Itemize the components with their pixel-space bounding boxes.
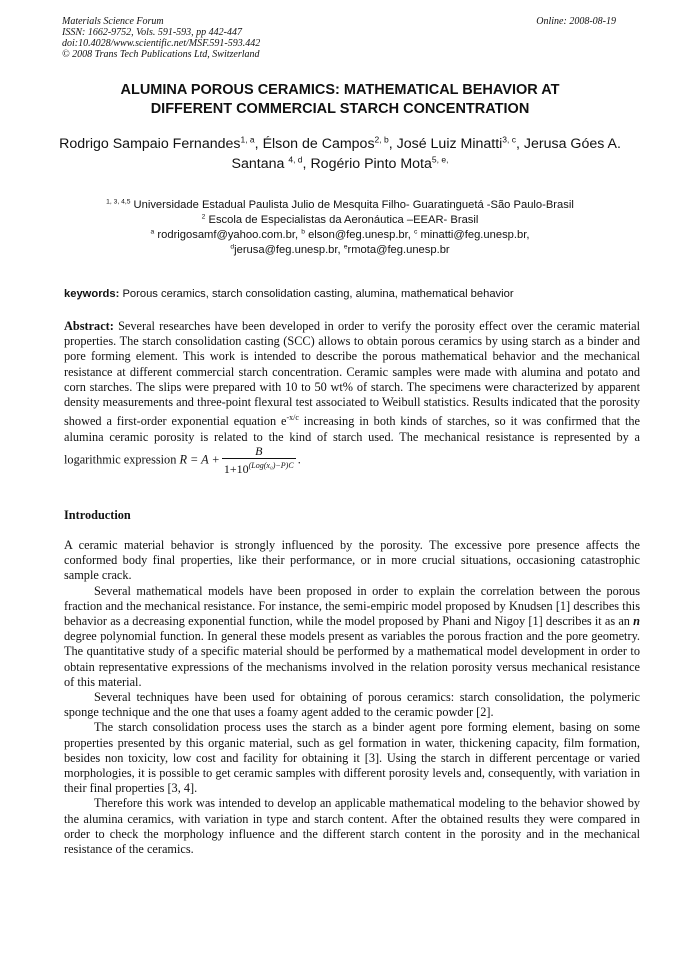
formula-denominator-exponent: (Log(x₀)−P)C [248,460,294,470]
paragraph: The starch consolidation process uses the starch as a binder agent pore forming element, basing on some properties presented by this organic material, such as gel formation in water, thickening capacity, film formation, besides non toxicity, low cost and facility for obtaining it [3]. Using the starch in different percentage or varied morphologies, it is possible to get ceramic samples with different porosity levels and, consequently, with variation in their final properties [3, 4]. [64,720,640,796]
exponent: -x/c [286,413,299,423]
doi-line: doi:10.4028/www.scientific.net/MSF.591-593.442 [62,38,261,49]
paragraph: Several techniques have been used for obtaining of porous ceramics: starch consolidation, the polymeric sponge technique and the one that uses a foamy agent added to the ceramic powder [2]. [64,690,640,720]
abstract-label: Abstract: [64,319,114,333]
affiliation-superscript: 1, 3, 4,5 [106,198,131,206]
keywords [64,287,620,301]
author-superscript: 2, b [374,134,389,145]
author-name: Rodrigo Sampaio Fernandes [59,136,241,152]
formula-denominator-base: 1+10 [223,461,249,476]
abstract [64,319,640,476]
introduction-body [64,538,640,857]
email-superscript: e [343,243,348,251]
emails-line-1 [62,228,618,243]
affiliation-text: Escola de Especialistas da Aeronáutica –EEAR- Brasil [205,214,479,226]
title-line-2: DIFFERENT COMMERCIAL STARCH CONCENTRATION [150,101,530,117]
abstract-text: Several researches have been developed in order to verify the porosity effect over the ceramic material properties. The starch consolidation casting (SCC) allows to obtain porous ceramics by using starch as a binder and pore forming element. This work is intended to describe the porous mathematical behavior and the mechanical resistance at different commercial starch concentration. Ceramic samples were made with alumina and potato and corn starches. The slips were prepared with 10 to 50 wt% of starch. The specimens were characterized by apparent density measurements and three-point flexural test associated to Weibull statistics. Results indicated that the porosity showed a first-order exponential equation e [64,319,640,429]
affiliations [62,198,618,258]
author-list [58,134,622,174]
author-separator: , [254,136,263,152]
email-link[interactable]: minatti@feg.unesp.br, [417,229,530,241]
keywords-text: Porous ceramics, starch consolidation casting, alumina, mathematical behavior [119,288,514,300]
affiliation-2 [62,213,618,228]
emails-line-2 [62,243,618,258]
emphasis-n: n [633,614,640,629]
abstract-text-2: increasing in both kinds of starches, so it was confirmed that the alumina ceramic porosity is related to the kind of starch used. The mechanical resistance is represented by a logarithmic expression [64,414,640,467]
keywords-label: keywords: [64,288,120,300]
affiliation-1 [62,198,618,213]
email-superscript: c [413,228,418,236]
section-heading-introduction: Introduction [64,508,131,522]
author-superscript: 4, d [288,154,303,165]
paragraph: Therefore this work was intended to develop an applicable mathematical modeling to the behavior showed by the alumina ceramics, with variation in type and starch content. After the obtained results they were compared in order to check the morphology influence and the different starch content in the porosity and in the mechanical resistance of the ceramics. [64,796,640,857]
formula-end: . [297,452,301,467]
formula-denominator [222,458,296,476]
paper-title [62,81,618,119]
author-separator: , [516,136,524,152]
affiliation-text: Universidade Estadual Paulista Julio de Mesquita Filho- Guaratinguetá -São Paulo-Brasil [130,199,574,211]
author-separator: , [388,136,397,152]
paragraph: A ceramic material behavior is strongly influenced by the porosity. The excessive pore presence affects the conformed body final properties, like their performance, or in more crucial situations, occasioning catastrophic sample crack. [64,538,640,583]
author-name: Jerusa Góes A. Santana [231,136,621,172]
email-link[interactable]: rmota@feg.unesp.br [347,244,450,256]
paragraph [64,584,640,690]
email-link[interactable]: rodrigosamf@yahoo.com.br, [154,229,302,241]
journal-header [62,16,618,60]
issn-line: ISSN: 1662-9752, Vols. 591-593, pp 442-447 [62,27,242,38]
email-superscript: b [301,228,305,236]
paragraph-text: degree polynomial function. In general these models present as variables the porous fraction and the pore geometry. The quantitative study of a specific material should be performed by a mathematical model development in order to obtain representative expressions of the mechanisms involved in the relation porosity versus mechanical resistance of this material. [64,629,640,689]
online-date: Online: 2008-08-19 [536,16,616,27]
author-superscript: 1, a [240,134,255,145]
email-link[interactable]: jerusa@feg.unesp.br, [234,244,344,256]
copyright-line: © 2008 Trans Tech Publications Ltd, Switzerland [62,49,260,60]
email-superscript: a [150,228,155,236]
affiliation-superscript: 2 [201,213,206,221]
author-separator: , [302,156,311,172]
formula-numerator: B [255,443,263,458]
journal-name: Materials Science Forum [62,16,164,27]
author-name: Élson de Campos [262,136,375,152]
formula-fraction [222,445,296,476]
author-name: José Luiz Minatti [396,136,503,152]
author-name: Rogério Pinto Mota [310,156,432,172]
email-link[interactable]: elson@feg.unesp.br, [304,229,414,241]
author-superscript: 5, e, [431,154,449,165]
paragraph-text: Several mathematical models have been proposed in order to explain the correlation between the porous fraction and the mechanical resistance. For instance, the semi-empiric model proposed by Knudsen [1] describes this behavior as a decreasing exponential function, while the model proposed by Phani and Nigoy [1] describes it as an [64,583,640,629]
formula-lhs: R = A + [179,452,220,467]
author-superscript: 3, c [502,134,516,145]
title-line-1: ALUMINA POROUS CERAMICS: MATHEMATICAL BEHAVIOR AT [120,82,560,98]
email-superscript: d [230,243,235,251]
